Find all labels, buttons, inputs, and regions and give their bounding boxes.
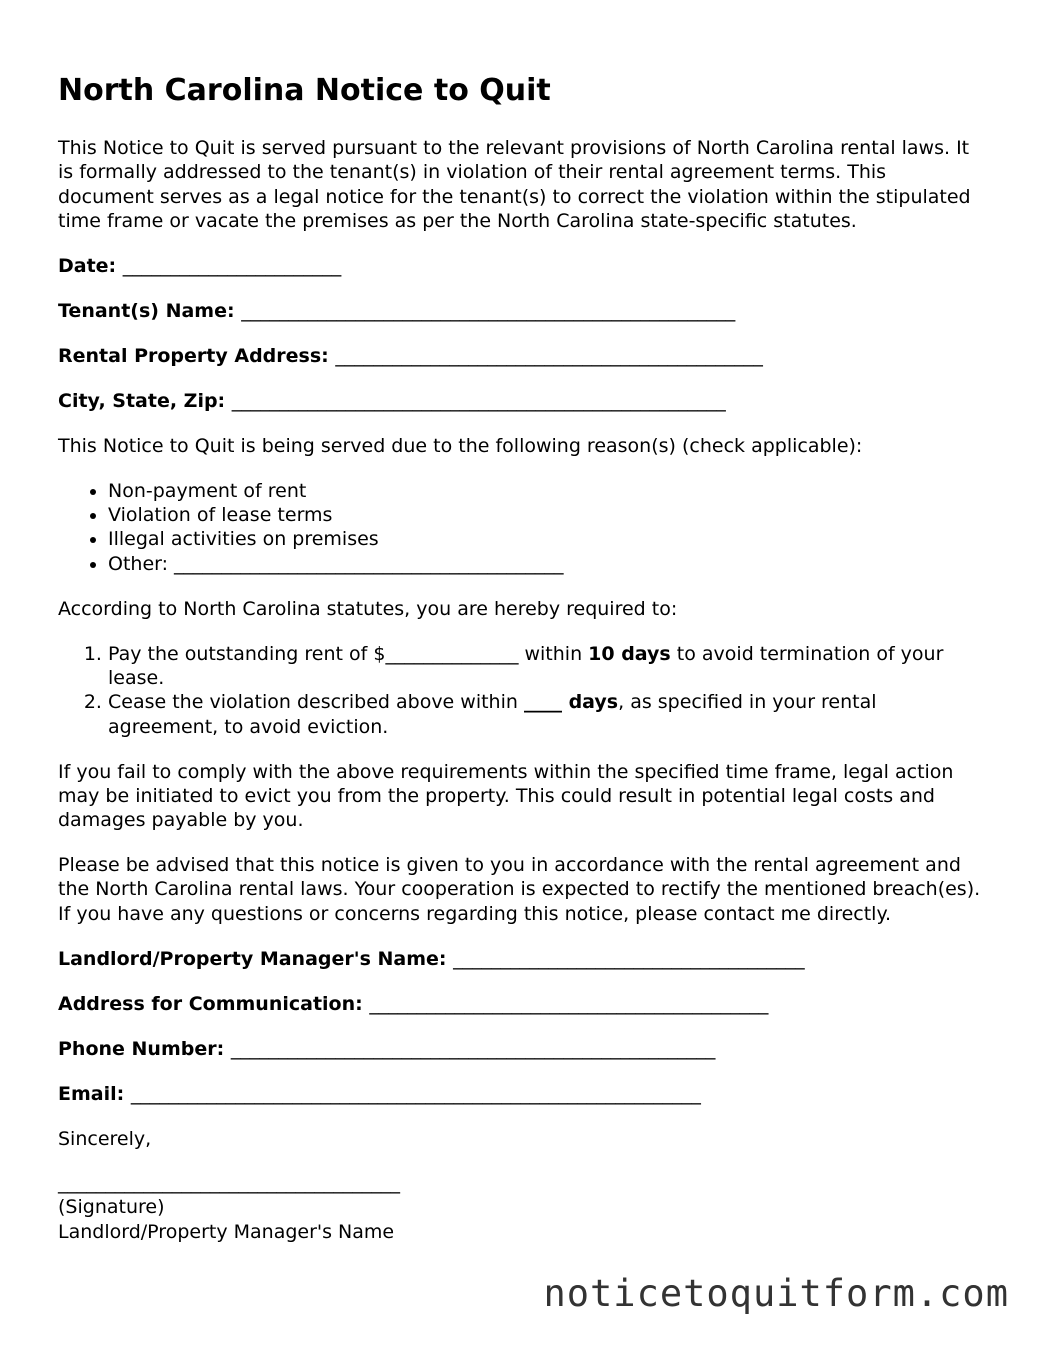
- city-state-zip-label: City, State, Zip:: [58, 389, 226, 412]
- property-address-label: Rental Property Address:: [58, 344, 329, 367]
- reason-item: • Violation of lease terms: [108, 503, 983, 527]
- reasons-list: [58, 479, 983, 576]
- tenant-name-field: [58, 299, 983, 323]
- date-field: [58, 254, 983, 278]
- tenant-name-blank: ____________________________________________________: [241, 299, 736, 322]
- landlord-name-blank: _____________________________________: [453, 947, 805, 970]
- requirement-text: , as specified in your rental agreement, to avoid eviction.: [108, 691, 877, 738]
- phone-number-label: Phone Number:: [58, 1037, 225, 1060]
- city-state-zip-blank: ____________________________________________________: [231, 389, 726, 412]
- signature-line: ____________________________________: [58, 1171, 400, 1194]
- intro-paragraph: This Notice to Quit is served pursuant to the relevant provisions of North Carolina rental laws. It is formally addressed to the tenant(s) in violation of their rental agreement terms. This document serves as a legal notice for the tenant(s) to correct the violation within the stipulated time frame or vacate the premises as per the North Carolina state-specific statutes.: [58, 137, 971, 232]
- signature-caption: (Signature): [58, 1196, 165, 1219]
- site-watermark: noticetoquitform.com: [543, 1272, 1009, 1315]
- requirement-text: Cease the violation described above within: [108, 691, 524, 714]
- phone-number-field: [58, 1037, 983, 1061]
- advisory-paragraph: Please be advised that this notice is given to you in accordance with the rental agreement and the North Carolina rental laws. Your cooperation is expected to rectify the mentioned breach(es). If you have any questions or concerns regarding this notice, please contact me directly.: [58, 854, 981, 925]
- reason-item: • Illegal activities on premises: [108, 527, 983, 551]
- date-blank: _______________________: [122, 254, 342, 277]
- requirements-intro: According to North Carolina statutes, you are hereby required to:: [58, 597, 678, 620]
- requirements-list: [58, 642, 983, 739]
- communication-address-label: Address for Communication:: [58, 992, 363, 1015]
- landlord-name-label: Landlord/Property Manager's Name:: [58, 947, 447, 970]
- property-address-field: [58, 344, 983, 368]
- notice-document: [58, 72, 983, 1244]
- requirement-deadline: ____ days: [523, 691, 619, 714]
- requirement-item: [108, 642, 983, 691]
- requirement-item: [108, 690, 983, 739]
- email-label: Email:: [58, 1082, 125, 1105]
- communication-address-field: [58, 992, 983, 1016]
- email-blank: ____________________________________________________________: [130, 1082, 701, 1105]
- communication-address-blank: __________________________________________: [369, 992, 769, 1015]
- closing-text: Sincerely,: [58, 1127, 152, 1150]
- email-field: [58, 1082, 983, 1106]
- phone-number-blank: ___________________________________________________: [230, 1037, 716, 1060]
- reason-item: • Non-payment of rent: [108, 479, 983, 503]
- requirement-text: Pay the outstanding rent of $______________ within: [108, 642, 589, 665]
- consequence-paragraph: If you fail to comply with the above requirements within the specified time frame, legal action may be initiated to evict you from the property. This could result in potential legal costs and damages payable by you.: [58, 760, 954, 832]
- tenant-name-label: Tenant(s) Name:: [58, 299, 235, 322]
- reason-item: • Other: _________________________________________: [108, 552, 983, 576]
- landlord-name-field: [58, 947, 983, 971]
- property-address-blank: _____________________________________________: [335, 344, 763, 367]
- requirement-text: to avoid termination of your lease.: [108, 642, 944, 689]
- reasons-intro: This Notice to Quit is being served due to the following reason(s) (check applicable):: [58, 434, 863, 457]
- document-title: North Carolina Notice to Quit: [58, 73, 551, 108]
- date-label: Date:: [58, 254, 117, 277]
- city-state-zip-field: [58, 389, 983, 413]
- requirement-deadline: 10 days: [588, 642, 671, 665]
- signature-name-caption: Landlord/Property Manager's Name: [58, 1220, 395, 1243]
